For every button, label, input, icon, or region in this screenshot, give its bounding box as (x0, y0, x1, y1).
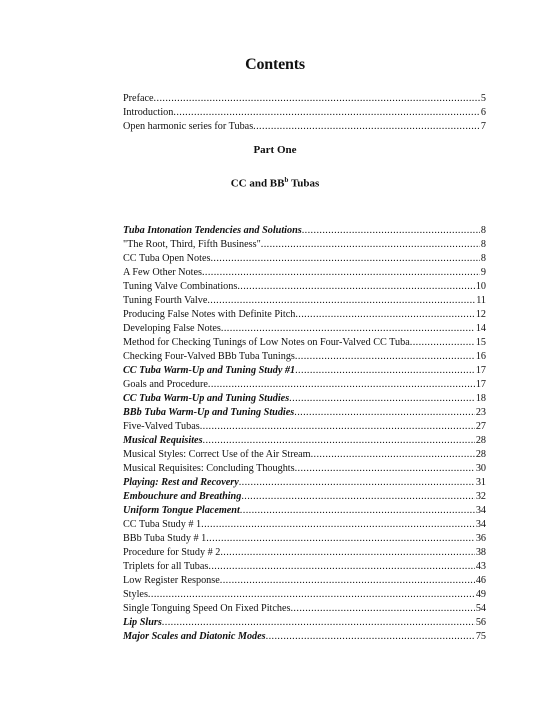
toc-entry-page: 31 (475, 477, 486, 488)
dot-leader (239, 476, 475, 490)
toc-entry-page: 10 (475, 281, 486, 292)
dot-leader (208, 560, 474, 574)
page-title: Contents (245, 56, 305, 73)
toc-entry[interactable] (123, 574, 486, 588)
toc-entry-page: 12 (475, 309, 486, 320)
toc-entry-title: Uniform Tongue Placement (123, 505, 240, 516)
dot-leader (302, 224, 480, 238)
dot-leader (173, 106, 480, 120)
toc-entry[interactable] (123, 588, 486, 602)
toc-entry[interactable] (123, 238, 486, 252)
dot-leader (295, 350, 475, 364)
toc-entry-title: Introduction (123, 107, 174, 118)
dot-leader (162, 616, 475, 630)
toc-entry-page: 14 (475, 323, 486, 334)
toc-entry-page: 17 (475, 365, 486, 376)
toc-entry-title: Lip Slurs (123, 617, 162, 628)
toc-entry[interactable] (123, 336, 486, 350)
toc-entry[interactable] (123, 518, 486, 532)
toc-entry-page: 5 (480, 93, 486, 104)
toc-entry-page: 23 (475, 407, 486, 418)
dot-leader (210, 252, 479, 266)
toc-entry[interactable] (123, 224, 486, 238)
dot-leader (295, 462, 475, 476)
dot-leader (220, 546, 474, 560)
dot-leader (200, 420, 475, 434)
toc-entry-title: CC Tuba Warm-Up and Tuning Study #1 (123, 365, 296, 376)
part-subheading-suffix: Tubas (288, 177, 320, 190)
toc-entry[interactable] (123, 462, 486, 476)
toc-entry[interactable] (123, 280, 486, 294)
toc-entry[interactable] (123, 92, 486, 106)
toc-entry-title: Goals and Procedure (123, 379, 208, 390)
toc-entry[interactable] (123, 392, 486, 406)
dot-leader (203, 434, 475, 448)
toc-entry[interactable] (123, 308, 486, 322)
toc-entry-title: Procedure for Study # 2 (123, 547, 221, 558)
toc-entry-title: Embouchure and Breathing (123, 491, 242, 502)
toc-entry-page: 27 (475, 421, 486, 432)
flat-superscript: b (284, 176, 289, 184)
toc-entry-page: 8 (480, 239, 486, 250)
toc-entry[interactable] (123, 406, 486, 420)
toc-entry-title: Tuning Valve Combinations (123, 281, 238, 292)
toc-entry-page: 34 (475, 519, 486, 530)
part-one-list (123, 224, 486, 644)
toc-entry[interactable] (123, 532, 486, 546)
dot-leader (253, 120, 480, 134)
toc-entry-page: 16 (475, 351, 486, 362)
toc-entry-title: A Few Other Notes (123, 267, 202, 278)
toc-entry-title: CC Tuba Open Notes (123, 253, 211, 264)
dot-leader (221, 322, 475, 336)
toc-entry-title: Tuba Intonation Tendencies and Solutions (123, 225, 302, 236)
toc-entry-title: CC Tuba Study # 1 (123, 519, 202, 530)
toc-entry[interactable] (123, 630, 486, 644)
toc-entry-title: Musical Styles: Correct Use of the Air Stream (123, 449, 311, 460)
toc-entry-page: 56 (475, 617, 486, 628)
toc-entry-title: Major Scales and Diatonic Modes (123, 631, 266, 642)
toc-entry[interactable] (123, 350, 486, 364)
dot-leader (148, 588, 475, 602)
toc-entry-title: Musical Requisites: Concluding Thoughts (123, 463, 295, 474)
dot-leader (202, 266, 480, 280)
toc-entry-page: 8 (480, 225, 486, 236)
toc-entry[interactable] (123, 322, 486, 336)
dot-leader (206, 532, 475, 546)
dot-leader (294, 406, 475, 420)
toc-entry-title: Single Tonguing Speed On Fixed Pitches (123, 603, 291, 614)
toc-entry-title: CC Tuba Warm-Up and Tuning Studies (123, 393, 290, 404)
toc-entry-title: Method for Checking Tunings of Low Notes on Four-Valved CC Tuba (123, 337, 410, 348)
toc-entry-title: Preface (123, 93, 154, 104)
toc-entry[interactable] (123, 546, 486, 560)
toc-entry[interactable] (123, 616, 486, 630)
toc-entry[interactable] (123, 476, 486, 490)
toc-entry-page: 38 (475, 547, 486, 558)
toc-entry-page: 32 (475, 491, 486, 502)
toc-entry[interactable] (123, 448, 486, 462)
dot-leader (207, 294, 475, 308)
toc-entry-page: 9 (480, 267, 486, 278)
dot-leader (201, 518, 475, 532)
part-subheading-prefix: CC and BB (230, 177, 285, 190)
toc-entry[interactable] (123, 266, 486, 280)
toc-entry-page: 6 (480, 107, 486, 118)
dot-leader (261, 238, 480, 252)
toc-entry-page: 28 (475, 435, 486, 446)
toc-entry-title: Triplets for all Tubas (123, 561, 209, 572)
dot-leader (266, 630, 475, 644)
dot-leader (290, 602, 474, 616)
dot-leader (241, 490, 474, 504)
toc-entry-page: 49 (475, 589, 486, 600)
toc-entry[interactable] (123, 490, 486, 504)
toc-entry-page: 75 (475, 631, 486, 642)
toc-entry-title: Low Register Response (123, 575, 220, 586)
part-heading: Part One (253, 144, 297, 156)
toc-entry-title: Five-Valved Tubas (123, 421, 200, 432)
toc-entry-page: 54 (475, 603, 486, 614)
toc-entry-page: 18 (475, 393, 486, 404)
toc-entry[interactable] (123, 504, 486, 518)
dot-leader (295, 308, 474, 322)
toc-entry-page: 15 (475, 337, 486, 348)
toc-entry-title: Tuning Fourth Valve (123, 295, 208, 306)
toc-entry[interactable] (123, 420, 486, 434)
toc-entry-title: Developing False Notes (123, 323, 221, 334)
toc-entry[interactable] (123, 120, 486, 134)
toc-entry-page: 17 (475, 379, 486, 390)
toc-entry[interactable] (123, 106, 486, 120)
toc-entry-page: 43 (475, 561, 486, 572)
toc-entry-title: BBb Tuba Study # 1 (123, 533, 207, 544)
dot-leader (154, 92, 480, 106)
toc-entry-page: 11 (476, 295, 486, 306)
dot-leader (410, 336, 475, 350)
part-subheading (0, 176, 550, 190)
dot-leader (237, 280, 474, 294)
toc-entry[interactable] (123, 294, 486, 308)
toc-entry[interactable] (123, 378, 486, 392)
toc-entry-page: 34 (475, 505, 486, 516)
toc-entry-page: 46 (475, 575, 486, 586)
toc-entry[interactable] (123, 602, 486, 616)
toc-entry[interactable] (123, 364, 486, 378)
front-matter-list (123, 92, 486, 134)
toc-entry-title: "The Root, Third, Fifth Business" (123, 239, 261, 250)
toc-entry-page: 7 (480, 121, 486, 132)
dot-leader (311, 448, 475, 462)
toc-entry-title: Styles (123, 589, 148, 600)
toc-entry-title: Producing False Notes with Definite Pitch (123, 309, 296, 320)
toc-entry-page: 8 (480, 253, 486, 264)
toc-entry-title: Playing: Rest and Recovery (123, 477, 239, 488)
toc-entry[interactable] (123, 560, 486, 574)
toc-entry-page: 36 (475, 533, 486, 544)
toc-entry-page: 28 (475, 449, 486, 460)
toc-entry[interactable] (123, 252, 486, 266)
toc-entry-title: BBb Tuba Warm-Up and Tuning Studies (123, 407, 295, 418)
dot-leader (295, 364, 475, 378)
toc-entry-page: 30 (475, 463, 486, 474)
dot-leader (289, 392, 475, 406)
toc-entry[interactable] (123, 434, 486, 448)
toc-entry-title: Musical Requisites (123, 435, 203, 446)
toc-entry-title: Open harmonic series for Tubas (123, 121, 254, 132)
dot-leader (220, 574, 475, 588)
dot-leader (240, 504, 475, 518)
dot-leader (208, 378, 475, 392)
toc-entry-title: Checking Four-Valved BBb Tuba Tunings (123, 351, 295, 362)
